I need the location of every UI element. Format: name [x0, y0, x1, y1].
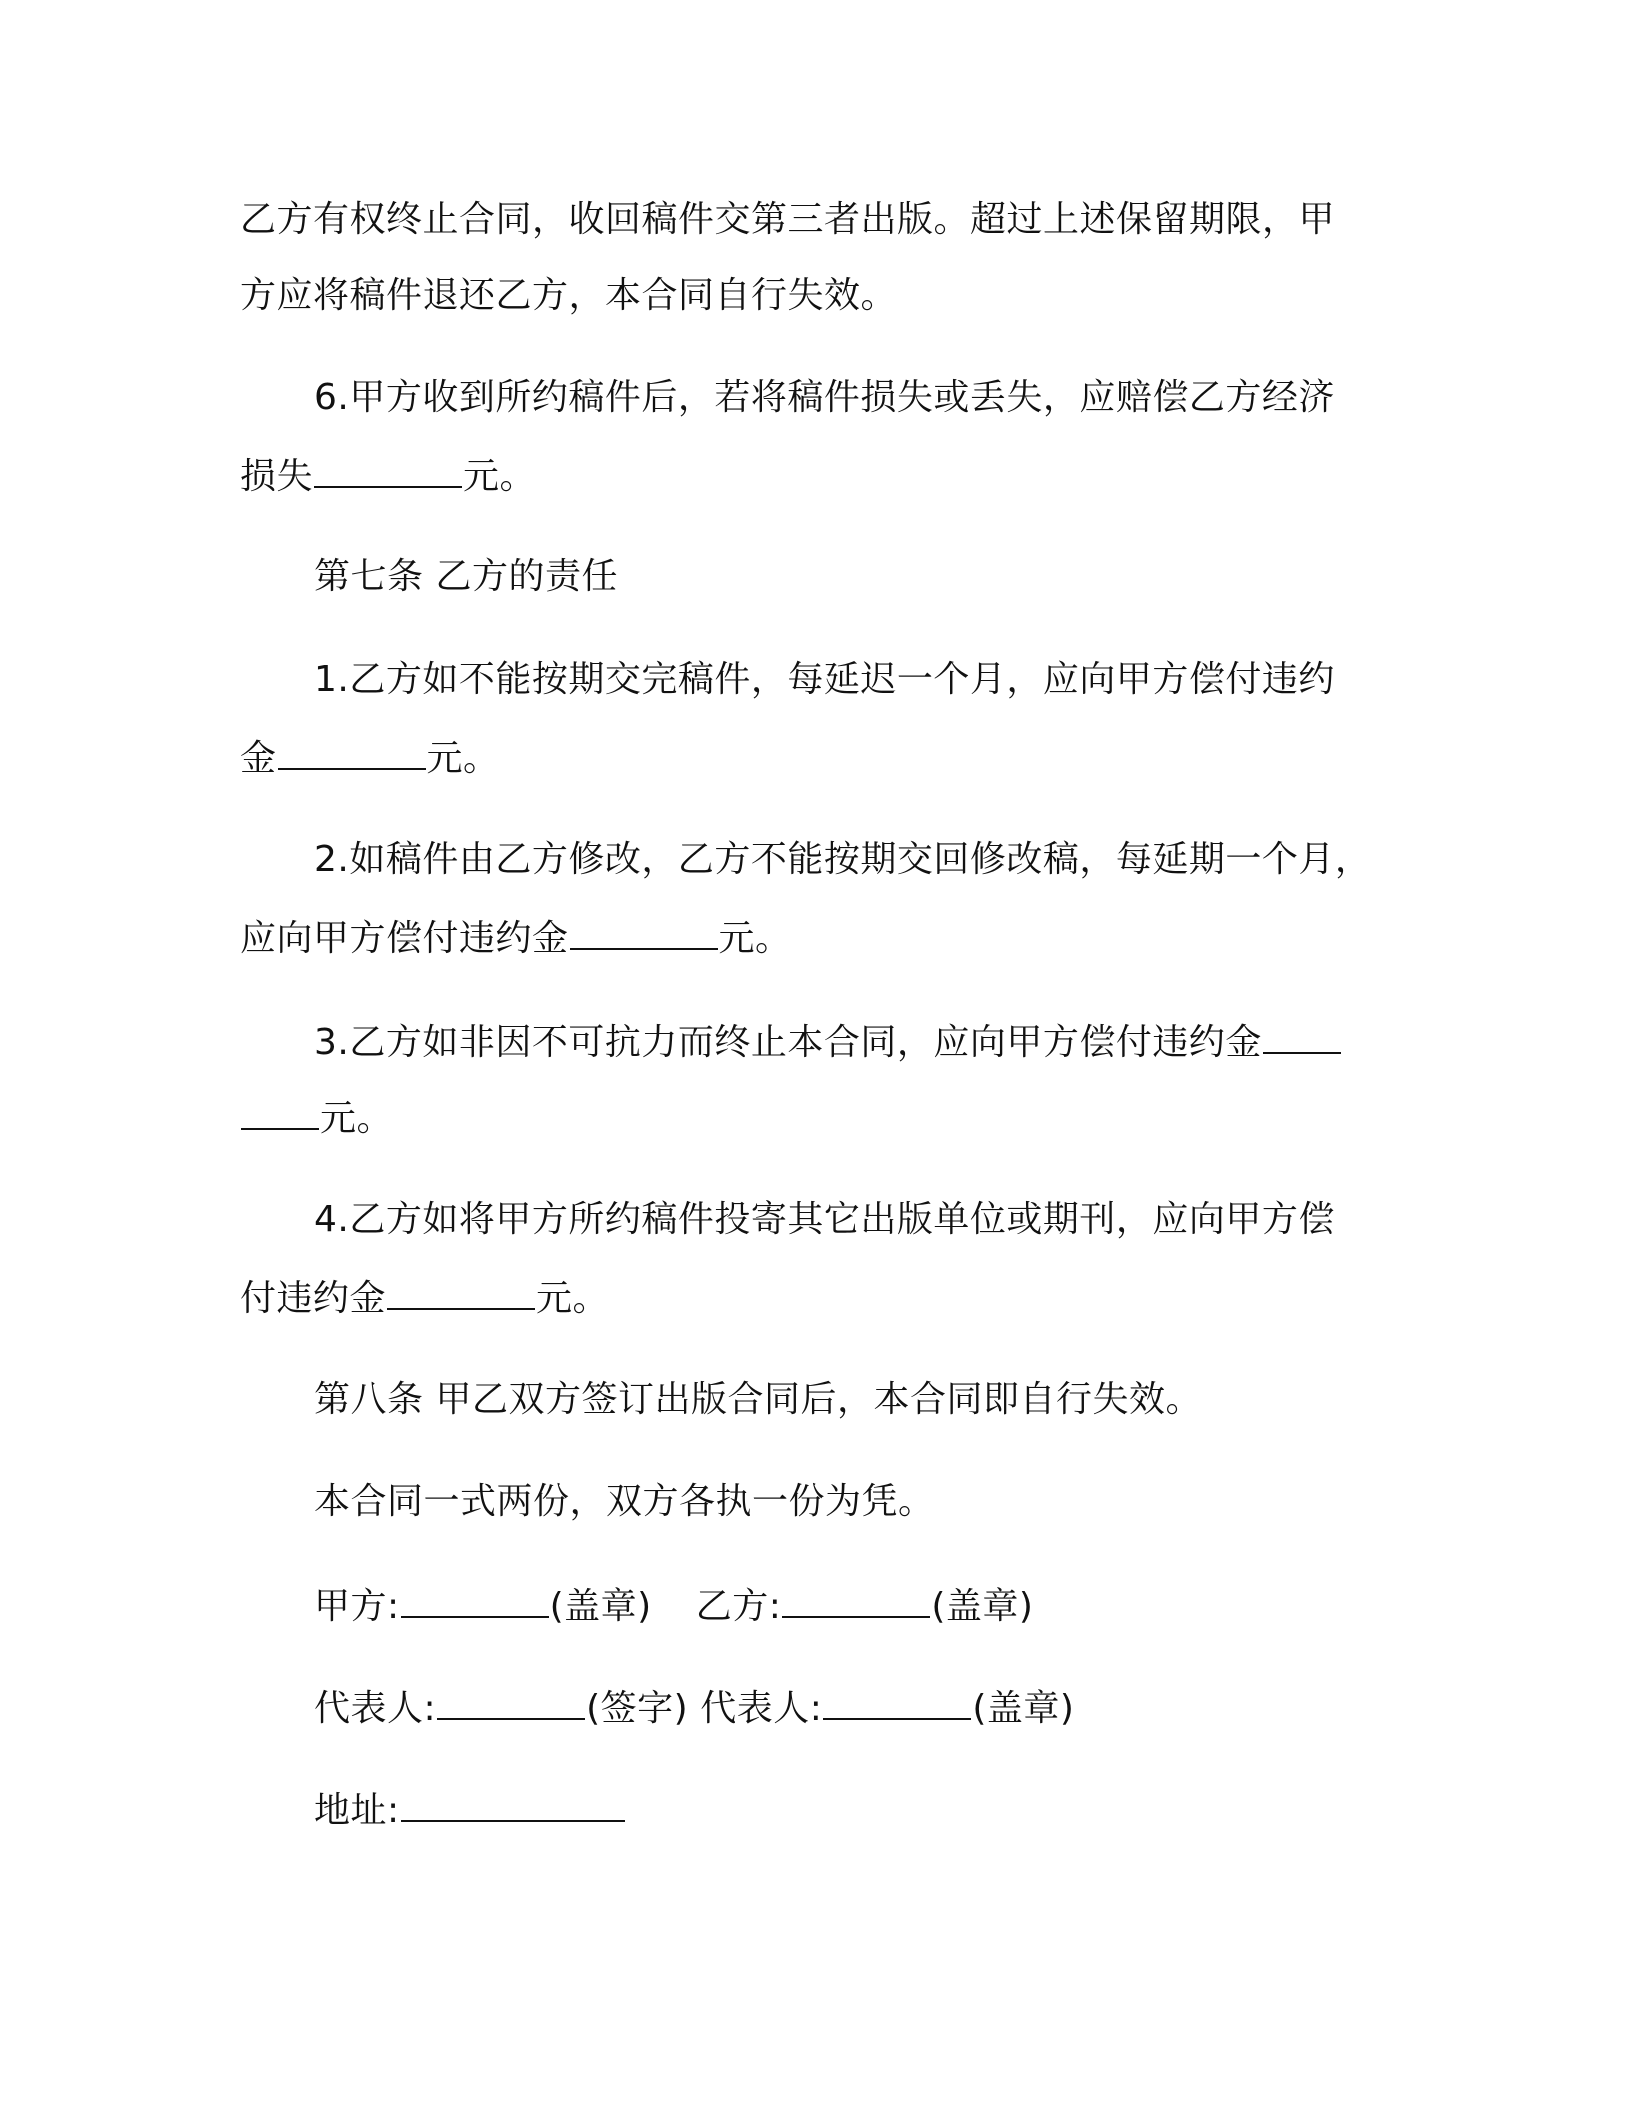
- paragraph-line: 方应将稿件退还乙方，本合同自行失效。: [240, 275, 898, 316]
- party-a-blank[interactable]: [401, 1580, 549, 1618]
- fill-in-blank[interactable]: [570, 912, 718, 950]
- clause-7-1-continuation: 金 元。: [240, 732, 500, 783]
- address-blank[interactable]: [401, 1784, 625, 1822]
- signature-parties-row: 甲方: (盖章) 乙方: (盖章): [314, 1580, 1033, 1631]
- rep-b-blank[interactable]: [823, 1682, 971, 1720]
- clause-7-2-continuation: 应向甲方偿付违约金 元。: [240, 912, 792, 963]
- signature-representatives-row: 代表人: (签字) 代表人: (盖章): [314, 1682, 1074, 1733]
- fill-in-blank[interactable]: [1263, 1016, 1341, 1054]
- clause-7-4-line: 4.乙方如将甲方所约稿件投寄其它出版单位或期刊，应向甲方偿: [314, 1199, 1335, 1240]
- article-7-heading: 第七条 乙方的责任: [314, 556, 618, 597]
- fill-in-blank[interactable]: [387, 1272, 535, 1310]
- rep-a-blank[interactable]: [437, 1682, 585, 1720]
- article-8-line: 第八条 甲乙双方签订出版合同后，本合同即自行失效。: [314, 1379, 1202, 1420]
- fill-in-blank[interactable]: [241, 1092, 319, 1130]
- fill-in-blank[interactable]: [278, 732, 426, 770]
- fill-in-blank[interactable]: [314, 450, 462, 488]
- copies-statement: 本合同一式两份，双方各执一份为凭。: [314, 1481, 935, 1522]
- address-row: 地址:: [314, 1784, 626, 1835]
- clause-6-line: 6.甲方收到所约稿件后，若将稿件损失或丢失，应赔偿乙方经济: [314, 377, 1335, 418]
- clause-7-2-line: 2.如稿件由乙方修改，乙方不能按期交回修改稿，每延期一个月，: [314, 839, 1372, 880]
- clause-7-1-line: 1.乙方如不能按期交完稿件，每延迟一个月，应向甲方偿付违约: [314, 659, 1335, 700]
- paragraph-line: 乙方有权终止合同，收回稿件交第三者出版。超过上述保留期限，甲: [240, 199, 1336, 240]
- clause-7-3-continuation: 元。: [240, 1092, 393, 1143]
- clause-7-3-line: 3.乙方如非因不可抗力而终止本合同，应向甲方偿付违约金: [314, 1016, 1342, 1067]
- party-b-blank[interactable]: [782, 1580, 930, 1618]
- clause-6-continuation: 损失 元。: [240, 450, 536, 501]
- clause-7-4-continuation: 付违约金 元。: [240, 1272, 609, 1323]
